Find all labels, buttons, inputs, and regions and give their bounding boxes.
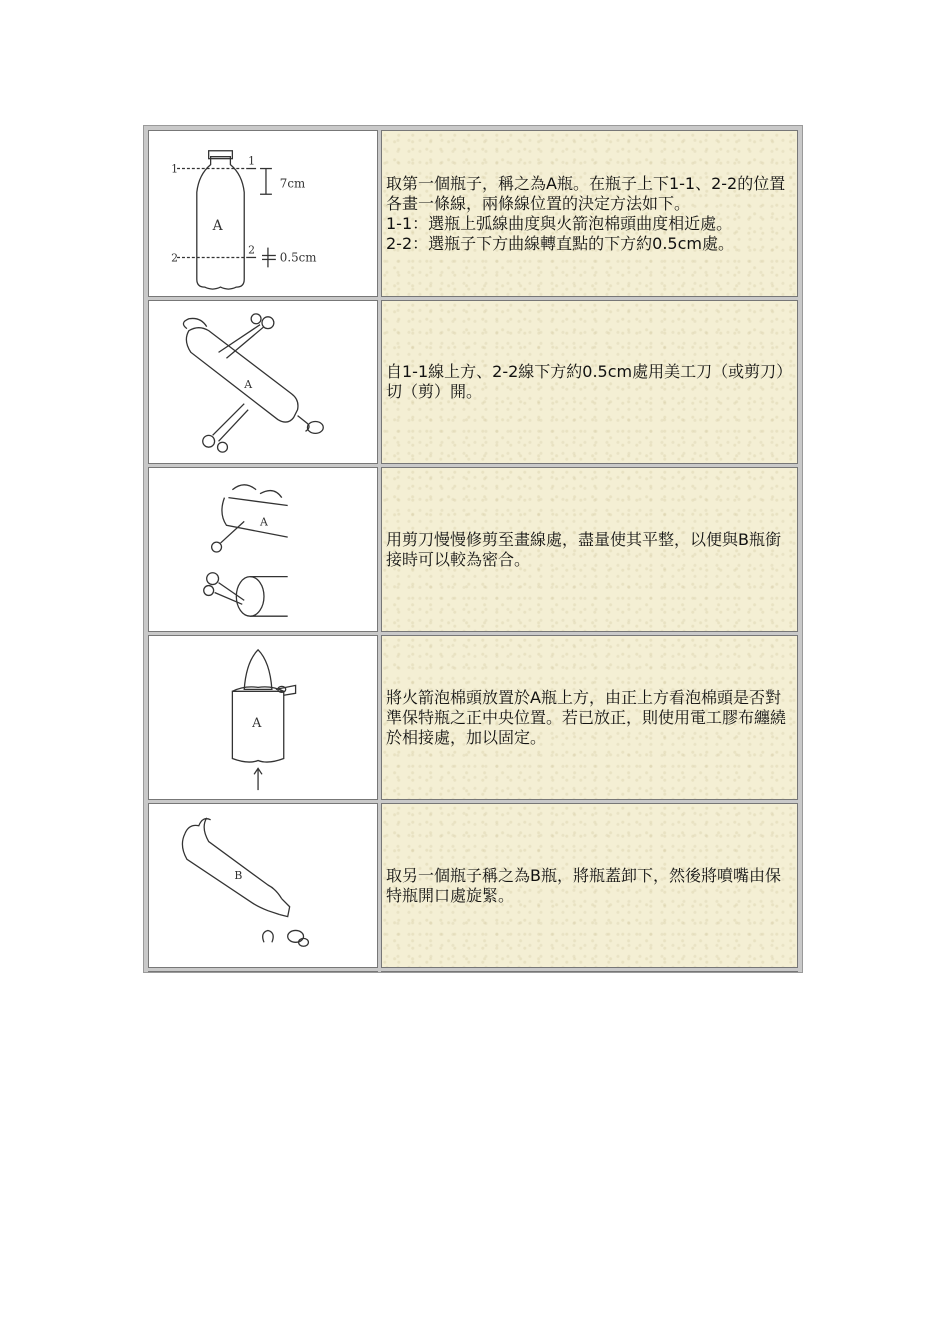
nozzle-attach-diagram <box>149 804 377 967</box>
step-2-illustration <box>148 300 378 464</box>
dim-0-5cm-label: 0.5cm <box>279 250 317 265</box>
line-2-right-label: 2 <box>248 243 256 257</box>
step-row-4 <box>148 635 798 800</box>
step-5-illustration <box>148 803 378 968</box>
step-1-paragraph-1: 取第一個瓶子，稱之為A瓶。在瓶子上下1-1、2-2的位置各畫一條線，兩條線位置的決定方法如下。 <box>386 173 786 213</box>
foam-nose-attach-diagram <box>149 636 377 799</box>
cutting-bottle-diagram <box>149 301 377 463</box>
step-row-3 <box>148 467 798 632</box>
bottle-b-letter: B <box>234 869 243 883</box>
bottle-a-letter: A <box>212 217 223 234</box>
dim-7cm-label: 7cm <box>279 176 306 191</box>
trimming-bottle-diagram <box>149 468 377 631</box>
bottle-a-marking-diagram <box>149 131 377 296</box>
step-2-text <box>381 300 798 464</box>
step-1-text <box>381 130 798 297</box>
step-5-paragraph-1: 取另一個瓶子稱之為B瓶，將瓶蓋卸下，然後將噴嘴由保特瓶開口處旋緊。 <box>386 865 781 905</box>
bottle-a-letter: A <box>244 377 253 391</box>
step-6-illustration <box>148 971 378 973</box>
bottle-a-letter: A <box>252 715 262 731</box>
step-2-paragraph-1: 自1-1線上方、2-2線下方約0.5cm處用美工刀（或剪刀）切（剪）開。 <box>386 362 785 401</box>
step-4-paragraph-1: 將火箭泡棉頭放置於A瓶上方，由正上方看泡棉頭是否對準保特瓶之正中央位置。若已放正，則使用電工膠布纏繞於相接處，加以固定。 <box>386 687 787 747</box>
step-3-text <box>381 467 798 632</box>
step-1-paragraph-3: 2-2：選瓶子下方曲線轉直點的下方約0.5cm處。 <box>386 233 734 253</box>
line-2-left-label: 2 <box>171 251 179 265</box>
step-4-text <box>381 635 798 800</box>
step-6-text <box>381 971 798 973</box>
step-3-paragraph-1: 用剪刀慢慢修剪至畫線處，盡量使其平整，以便與B瓶銜接時可以較為密合。 <box>386 529 781 569</box>
step-row-1 <box>148 130 798 297</box>
step-1-paragraph-2: 1-1：選瓶上弧線曲度與火箭泡棉頭曲度相近處。 <box>386 213 733 233</box>
step-row-5 <box>148 803 798 968</box>
step-1-illustration <box>148 130 378 297</box>
step-row-6-partial <box>148 971 798 973</box>
step-3-illustration <box>148 467 378 632</box>
instruction-table <box>143 125 803 973</box>
step-row-2 <box>148 300 798 464</box>
line-1-left-label: 1 <box>171 162 179 176</box>
step-4-illustration <box>148 635 378 800</box>
step-5-text <box>381 803 798 968</box>
line-1-right-label: 1 <box>248 154 256 168</box>
bottle-a-letter: A <box>260 515 268 529</box>
